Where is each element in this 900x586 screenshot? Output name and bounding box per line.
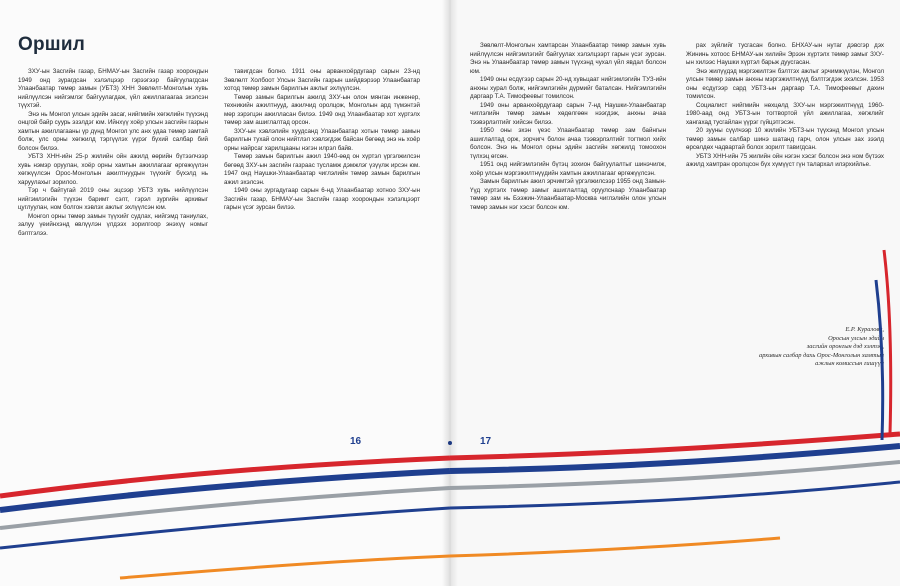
paragraph: Тэр ч байтугай 2019 оны эцсээр УБТЗ хувь нийлүүлсэн нийгэмлэгийн түүхэн баримт сэлт, гэрэл зургийн архивыг цуглуулан, ном болгон хэвлэх ажлыг эхлүүлсэн юм. [18,187,208,211]
paragraph: Социалист нийгмийн нөхцөлд ЗХУ-ын мэргэжилтнүүд 1960-1980-аад онд УБТЗ-ын тогтвортой үйл ажиллагаа, хөгжлийг хангахад тусгайлан үүрэг гүйцэтгэсэн. [686,101,884,126]
signature-line: засгийн оронгын дэд хэлтэс, [806,343,884,350]
blue-thin-stripe-left [0,508,450,548]
red-edge-accent [884,250,891,434]
gray-stripe-left [0,488,450,528]
paragraph: УБТЗ ХНН-ийн 75 жилийн ойн нэгэн хэсэг болсон энэ ном бүтээх ажилд хамтран оролцсон бүх хүмүүст гүн талархал илэрхийлье. [686,152,884,168]
paragraph: 1950 оны эхэн үеэс Улаанбаатар төмөр зам байнгын ашиглалтад орж, зорчигч болон ачаа тээвэрлэлтийг тогтмол хийх болсон. Энэ нь Монгол орны эдийн засгийн хөгжилд томоохон түлхэц өгсөн. [470,127,666,160]
paragraph: 20 зууны сүүлчээр 10 жилийн УБТЗ-ын түүхэнд Монгол улсын төмөр замын салбар шинэ шатанд гарч, олон улсын зах зээлд өрсөлдөх чадвартай болох зорилт тавигдсан. [686,127,884,151]
paragraph: ЗХУ-ын Засгийн газар, БНМАУ-ын Засгийн газар хоорондын 1949 онд зурагдсан хэлэлцээр гэрээгээр байгуулагдсан Улаанбаатар төмөр замын (УБТЗ) ХНН Зөвлөлт-Монголын хувь нийлүүлсэн нийгэмлэг байгуулагдаж, үйл ажиллагаагаа эхэлсэн түүхтэй. [18,68,208,109]
paragraph: Монгол орны төмөр замын түүхийг судлах, нийгэмд таниулах, залуу үеийнхэнд өвлүүлэн үлдээх зорилгоор энэхүү номыг бэлтгэлээ. [18,212,208,237]
paragraph: Энэ жилүүдэд мэргэжилтэн бэлтгэх ажлыг эрчимжүүлэн, Монгол улсын төмөр замын анхны мэргэжилтнүүд бэлтгэгдэж эхэлсэн. 1953 оны есдүгээр сард УБТЗ-ын даргаар Т.А. Тимофеевыг дахин томилсон. [686,67,884,100]
paragraph: 1951 онд нийгэмлэгийн бүтэц зохион байгуулалтыг шинэчилж, хоёр улсын мэргэжилтнүүдийн хамтын ажиллагааг өргөжүүлсэн. [470,161,666,177]
paragraph: Замын барилгын ажил эрчимтэй үргэлжилсээр 1955 онд Замын-Үүд хүртэлх төмөр замыг ашиглалтад оруулснаар Улаанбаатар төмөр зам нь Бээжин-Улаанбаатар-Москва чиглэлийн олон улсын төмөр замын нэг хэсэг болсон юм. [470,178,666,211]
paragraph: 1949 оны есдүгээр сарын 20-нд хувьцаат нийгэмлэгийн ТУЗ-ийн анхны хурал болж, нийгэмлэгийн дүрмийг баталсан. Нийгэмлэгийн даргаар Т.А. Тимофеевыг томилсон. [470,76,666,100]
paragraph: УБТЗ ХНН-ийн 25-р жилийн ойн ажилд өөрийн бүтээлчээр хувь нэмэр оруулан, хоёр орны хамтын ажиллагааг өргөжүүлэн хөгжүүлсэн Орос-Монголын ажилтнуудын түүхийг бүхэлд нь харуулахыг зорилоо. [18,153,208,186]
paragraph: рах зүйлийг тусгасан болно. БНХАУ-ын нутаг дэвсгэр дэх Жининь хотоос БНМАУ-ын хилийн Эрээн хүртэлх төмөр замыг ЗХУ-ын хилээс Наушки хүртэл барьж дуусгасан. [686,42,884,66]
paragraph: Төмөр замын барилгын ажил 1940-өөд он хүртэл үргэлжилсэн бөгөөд ЗХУ-ын засгийн газраас тусламж дэмжлэг үзүүлж ирсэн юм. 1947 онд Наушки-Улаанбаатар чиглэлийн төмөр замын барилгын ажил эхэлсэн. [224,153,420,186]
paragraph: Төмөр замын барилгын ажилд ЗХУ-ын олон мянган инженер, техникийн ажилтнууд, ажилчид оролцож, Монголын ард түмэнтэй мөр зэрэгцэн ажилласан билээ. 1949 онд Улаанбаатар хот хүртэлх төмөр зам ашиглалтад орсон. [224,93,420,126]
blue-edge-accent [876,280,883,440]
signature-line: ажлын комиссын гишүүн [815,360,884,367]
paragraph: 1949 оны зургадугаар сарын 6-нд Улаанбаатар хотноо ЗХУ-ын Засгийн газар, БНМАУ-ын Засгийн газар хоорондын хэлэлцээрт гарын үсэг зурсан билээ. [224,187,420,211]
signature-name: Е.Р. Куралова, [845,326,884,333]
orange-stripe-left [120,556,450,578]
page-number-left: 16 [350,436,362,447]
signature-line: Оросын улсын эдийн [828,334,884,342]
signature-line: архивын салбар дахь Орос-Монголын хамтын [759,351,884,359]
orange-stripe-right [450,538,780,556]
paragraph: тавигдсан болно. 1911 оны арванхоёрдугаар сарын 23-нд Зөвлөлт Холбоот Улсын Засгийн газрын шийдвэрээр Улаанбаатар хотод төмөр замын барилгын ажлыг эхлүүлсэн. [224,68,420,92]
paragraph: Энэ нь Монгол улсын эдийн засаг, нийгмийн хөгжлийн түүхэнд онцгой байр суурь эзэлдэг юм. Ийнхүү хоёр улсын засгийн газрын хамтын ажиллагааны үр дүнд Монгол улс анх удаа төмөр замтай болж, улс орны хөгжилд тэргүүлэх үүрэг бүхий салбар бий болсон билээ. [18,110,208,152]
paragraph: ЗХУ-ын хэвлэлийн хуудсанд Улаанбаатар хотын төмөр замын барилгын тухай олон нийтлэл хэвлэгдэж байсан бөгөөд энэ нь хоёр орны найрсаг харилцааны нэгэн илрэл байв. [224,127,420,152]
page-title: Оршил [18,34,85,55]
page-number-right: 17 [480,436,492,447]
paragraph: Зөвлөлт-Монголын хамтарсан Улаанбаатар төмөр замын хувь нийлүүлсэн нийгэмлэгийг байгуулах хэлэлцээрт гарын үсэг зурсан. Энэ нь Улаанбаатар төмөр замын түүхэнд чухал үйл явдал болсон юм. [470,42,666,75]
gray-stripe-right [450,462,900,488]
paragraph: 1949 оны арванхоёрдугаар сарын 7-нд Наушки-Улаанбаатар чиглэлийн төмөр замын хөдөлгөөн нээгдэж, анхны ачаа тээвэрлэлтийг хийсэн билээ. [470,101,666,126]
